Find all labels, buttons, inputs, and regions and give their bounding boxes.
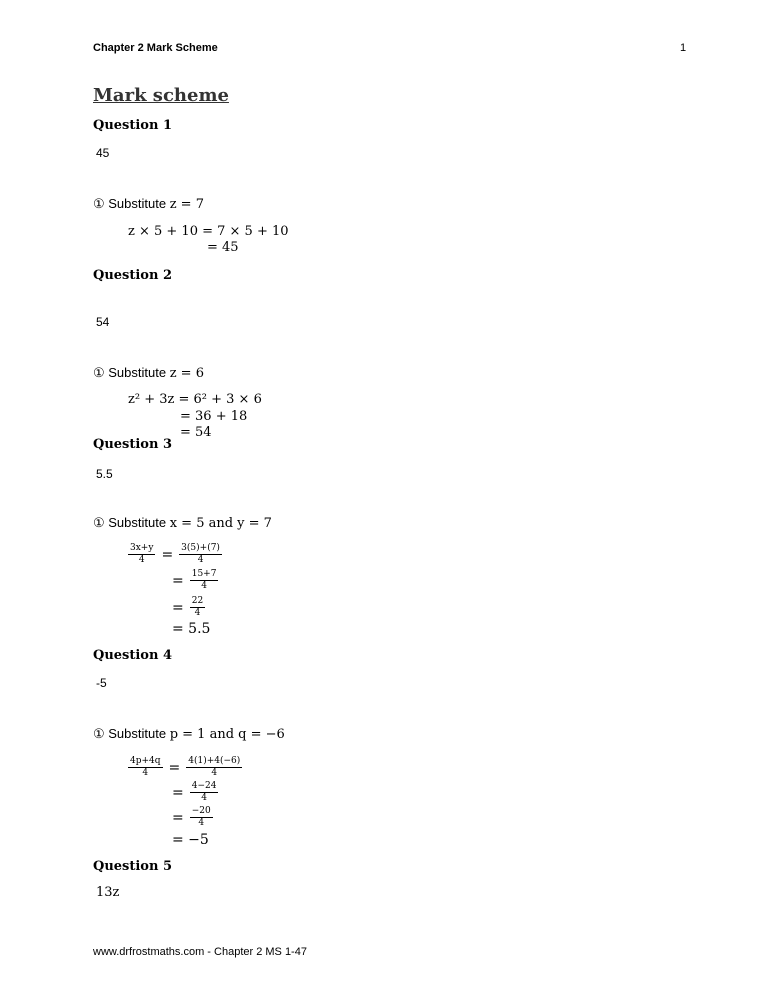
fraction: $\frac{22}{4}$: [191, 596, 204, 618]
question-4-answer: -5: [96, 676, 107, 690]
equals-sign: =: [172, 784, 184, 801]
question-5-answer: 13z: [96, 885, 120, 900]
question-1-substitution: [93, 196, 204, 212]
equals-sign: =: [172, 809, 184, 826]
equals-sign: =: [172, 572, 184, 589]
working-result: = −5: [172, 832, 209, 848]
fraction: $\frac{4-24}{4}$: [191, 781, 217, 803]
fraction: $\frac{4(1)+4(-6)}{4}$: [188, 756, 241, 778]
substitute-values: x = 5 and y = 7: [169, 516, 272, 531]
question-2-heading: Question 2: [93, 268, 173, 283]
page-title: Mark scheme: [93, 85, 229, 106]
equals-sign: =: [168, 759, 181, 776]
substitute-values: z = 6: [169, 366, 204, 381]
working-line: = 54: [180, 425, 212, 440]
substitute-label: ① Substitute: [93, 515, 170, 530]
working-result: = 5.5: [172, 621, 211, 637]
question-3-answer: 5.5: [96, 467, 113, 481]
question-2-substitution: [93, 365, 204, 381]
substitute-label: ① Substitute: [93, 196, 170, 211]
substitute-label: ① Substitute: [93, 726, 170, 741]
fraction: $\frac{15+7}{4}$: [191, 569, 217, 591]
question-1-answer: 45: [96, 146, 110, 160]
fraction: $\frac{3x+y}{4}$: [130, 543, 154, 565]
question-4-heading: Question 4: [93, 648, 173, 663]
page-footer: www.drfrostmaths.com - Chapter 2 MS 1-47: [93, 946, 307, 958]
equals-sign: =: [161, 546, 174, 563]
fraction: $\frac{-20}{4}$: [191, 806, 211, 828]
question-5-heading: Question 5: [93, 859, 173, 874]
question-3-substitution: [93, 515, 272, 531]
working-line: = 45: [207, 240, 239, 255]
question-3-heading: Question 3: [93, 437, 173, 452]
fraction: $\frac{3(5)+(7)}{4}$: [181, 543, 220, 565]
substitute-label: ① Substitute: [93, 365, 170, 380]
working-line: z² + 3z = 6² + 3 × 6: [128, 392, 262, 407]
working-line: z × 5 + 10 = 7 × 5 + 10: [128, 224, 289, 239]
question-4-substitution: [93, 726, 285, 742]
page-header-title: Chapter 2 Mark Scheme: [93, 42, 218, 54]
fraction: $\frac{4p+4q}{4}$: [130, 756, 161, 778]
page-number: 1: [680, 42, 687, 54]
equals-sign: =: [172, 599, 184, 616]
question-1-heading: Question 1: [93, 118, 173, 133]
substitute-values: z = 7: [169, 197, 204, 212]
substitute-values: p = 1 and q = −6: [169, 727, 285, 742]
working-line: = 36 + 18: [180, 409, 248, 424]
question-2-answer: 54: [96, 315, 110, 329]
